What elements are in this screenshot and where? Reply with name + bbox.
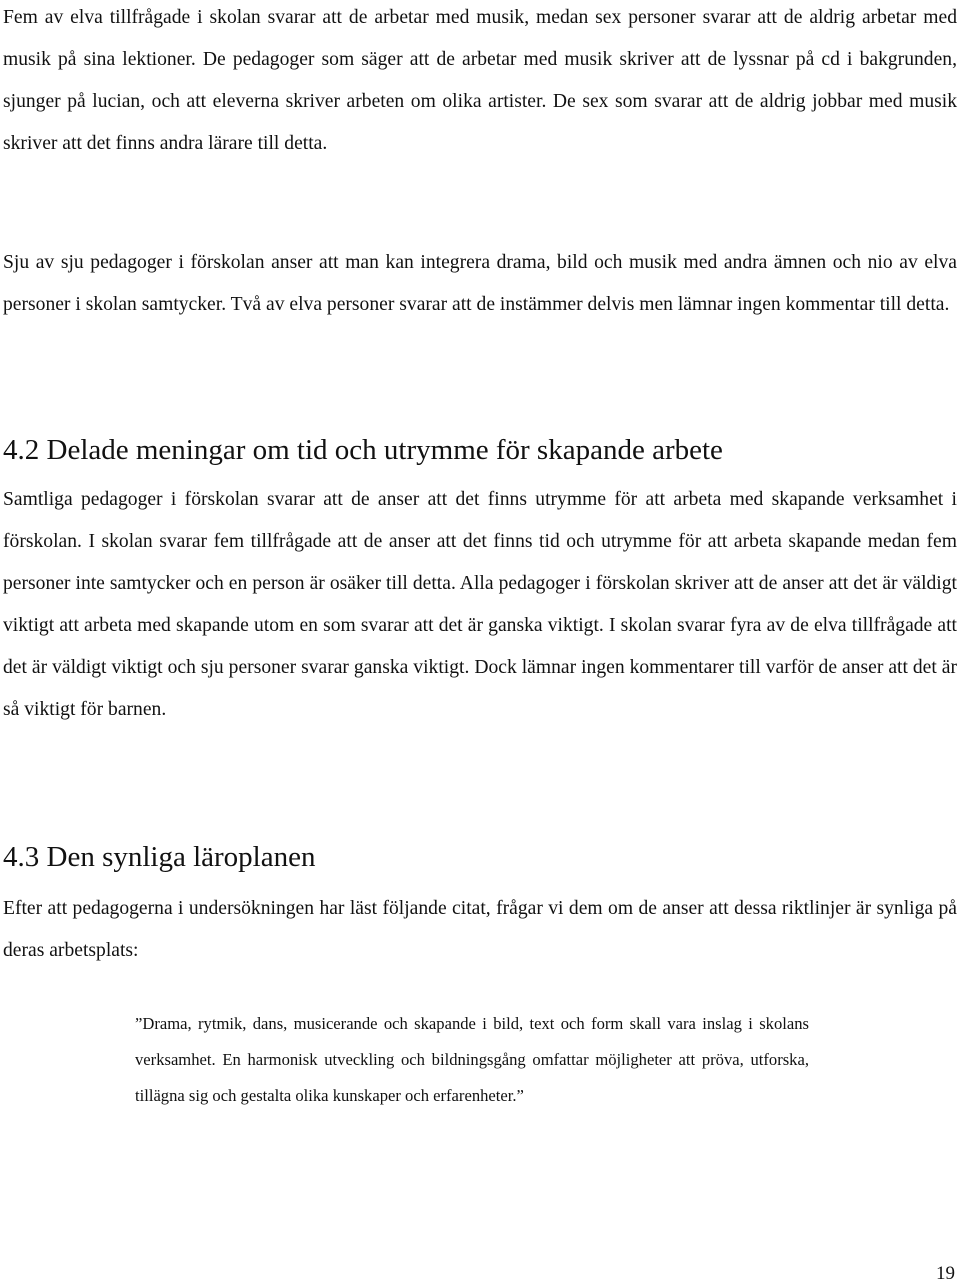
section-heading-4-3: 4.3 Den synliga läroplanen [3, 841, 316, 873]
paragraph-time-and-space: Samtliga pedagoger i förskolan svarar att de anser att det finns utrymme för att arbeta med skapande verksamhet i förskolan. I skolan svarar fem tillfrågade att de anser att det finns tid och utrymme för att arbeta skapande medan fem personer inte samtycker och en person är osäker till detta. Alla pedagoger i förskolan skriver att de anser att det är väldigt viktigt att arbeta med skapande utom en som svarar att det är ganska viktigt. I skolan svarar fyra av de elva tillfrågade att det är väldigt viktigt och sju personer svarar ganska viktigt. Dock lämnar ingen kommentarer till varför de anser att det är så viktigt för barnen. [3, 489, 957, 720]
section-heading-4-2: 4.2 Delade meningar om tid och utrymme för skapande arbete [3, 434, 723, 466]
paragraph-integration: Sju av sju pedagoger i förskolan anser att man kan integrera drama, bild och musik med andra ämnen och nio av elva personer i skolan samtycker. Två av elva personer svarar att de instämmer delvis men lämnar ingen kommentar till detta. [3, 252, 957, 315]
curriculum-quote: ”Drama, rytmik, dans, musicerande och skapande i bild, text och form skall vara inslag i skolans verksamhet. En harmonisk utveckling och bildningsgång omfattar möjligheter att pröva, utforska, tillägna sig och gestalta olika kunskaper och erfarenheter.” [135, 1014, 809, 1105]
paragraph-curriculum-question: Efter att pedagogerna i undersökningen har läst följande citat, frågar vi dem om de anser att dessa riktlinjer är synliga på deras arbetsplats: [3, 898, 957, 961]
paragraph-music-in-school: Fem av elva tillfrågade i skolan svarar att de arbetar med musik, medan sex personer svarar att de aldrig arbetar med musik på sina lektioner. De pedagoger som säger att de arbetar med musik skriver att de lyssnar på cd i bakgrunden, sjunger på lucian, och att eleverna skriver arbeten om olika artister. De sex som svarar att de aldrig jobbar med musik skriver att det finns andra lärare till detta. [3, 7, 957, 154]
page-number: 19 [936, 1263, 955, 1284]
